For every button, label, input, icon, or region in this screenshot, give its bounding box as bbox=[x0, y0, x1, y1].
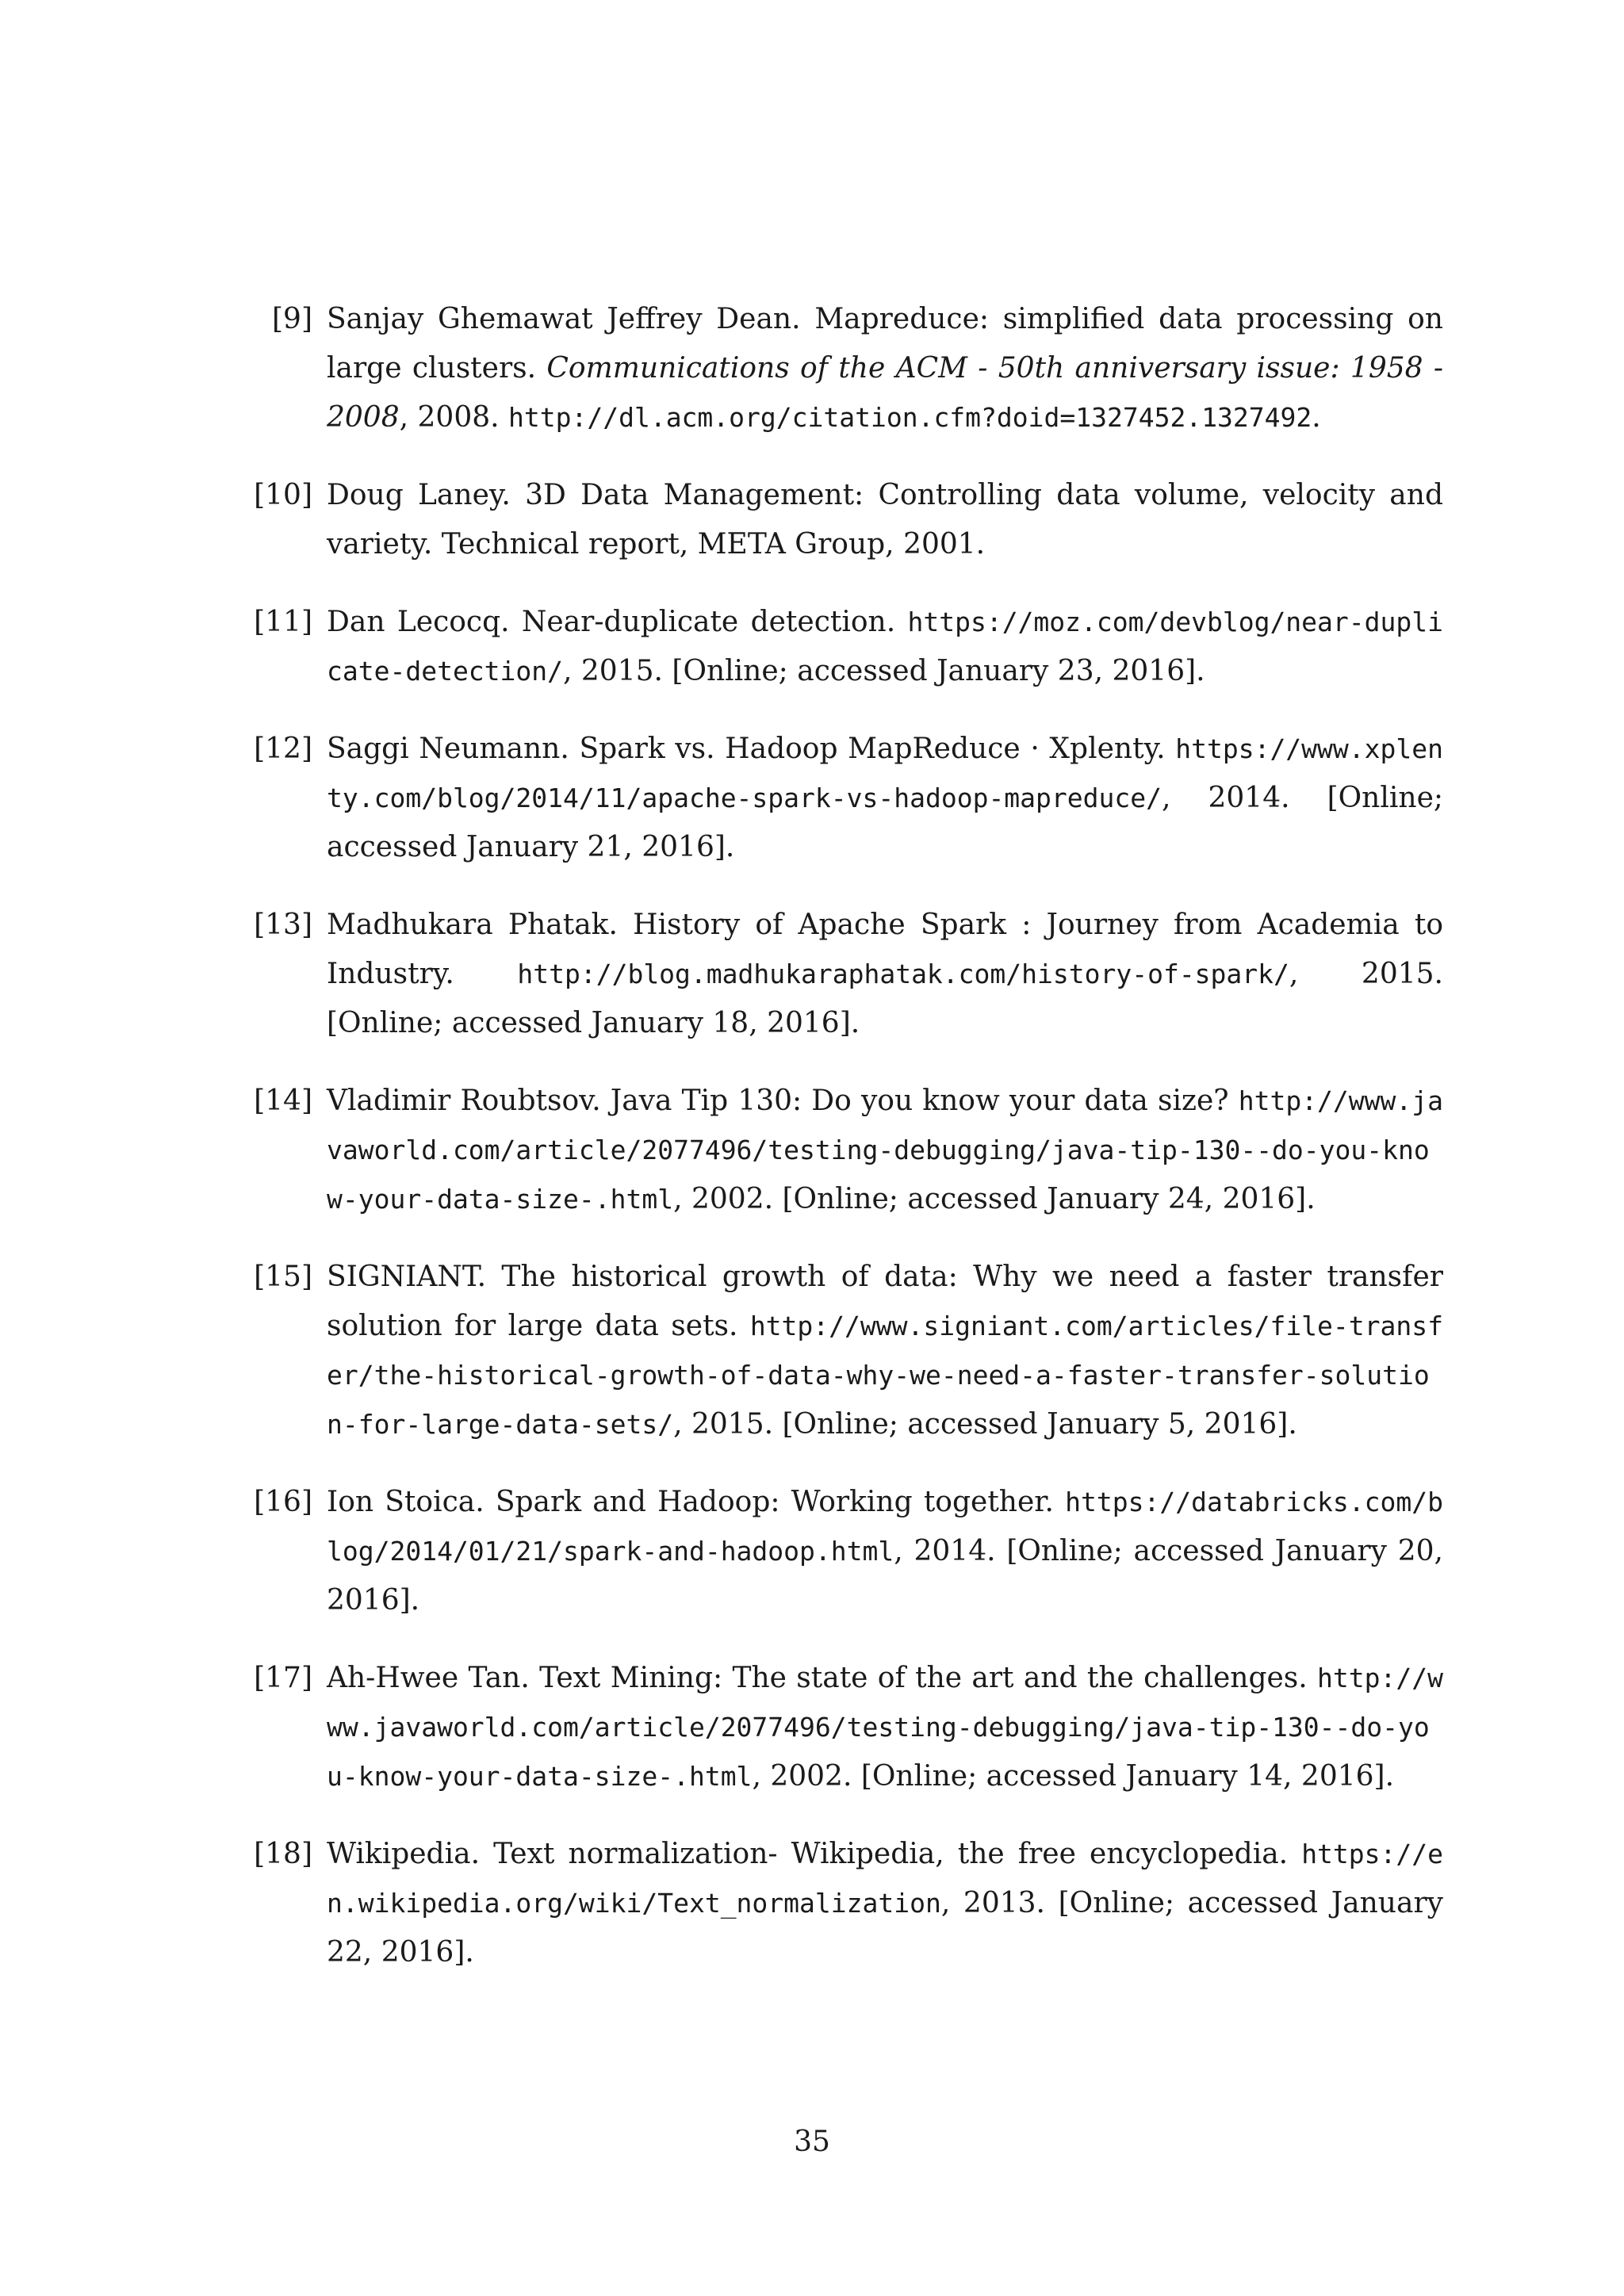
reference-label: [9] bbox=[272, 303, 312, 335]
reference-label: [13] bbox=[254, 909, 312, 941]
reference-label: [10] bbox=[254, 479, 312, 511]
reference-url[interactable]: https://databricks.com/blog/2014/01/21/spark-and-hadoop.html bbox=[327, 1487, 1443, 1567]
reference-17 bbox=[254, 1654, 1443, 1801]
page-number: 35 bbox=[794, 2126, 830, 2158]
reference-label: [16] bbox=[254, 1486, 312, 1518]
reference-12 bbox=[254, 725, 1443, 872]
reference-9 bbox=[262, 295, 1443, 442]
reference-10 bbox=[254, 471, 1443, 569]
reference-url[interactable]: https://www.xplenty.com/blog/2014/11/apache-spark-vs-hadoop-mapreduce/ bbox=[327, 733, 1443, 813]
reference-text: Dan Lecocq. Near-duplicate detection. bbox=[327, 606, 908, 638]
reference-text-after: , 2015. [Online; accessed January 5, 2016]. bbox=[673, 1408, 1297, 1441]
reference-url[interactable]: http://blog.madhukaraphatak.com/history-of-spark/ bbox=[517, 959, 1289, 989]
reference-text: Wikipedia. Text normalization- Wikipedia, the free encyclopedia. bbox=[327, 1838, 1302, 1870]
reference-url[interactable]: http://www.javaworld.com/article/2077496/testing-debugging/java-tip-130--do-you-know-your-data-size-.html bbox=[327, 1663, 1443, 1792]
reference-text: Madhukara Phatak. History of Apache Spark : Journey from Academia to Industry. bbox=[327, 909, 1443, 990]
reference-text: Ion Stoica. Spark and Hadoop: Working together. bbox=[327, 1486, 1066, 1518]
reference-url[interactable]: https://moz.com/devblog/near-duplicate-detection/ bbox=[327, 607, 1443, 687]
reference-text: Saggi Neumann. Spark vs. Hadoop MapReduce · Xplenty. bbox=[327, 733, 1176, 765]
reference-text: Vladimir Roubtsov. Java Tip 130: Do you know your data size? bbox=[327, 1085, 1239, 1117]
reference-15 bbox=[254, 1253, 1443, 1449]
reference-label: [15] bbox=[254, 1261, 312, 1293]
reference-text-after: , 2002. [Online; accessed January 14, 2016]. bbox=[752, 1760, 1395, 1793]
reference-text-after: , 2015. [Online; accessed January 23, 2016]. bbox=[563, 655, 1205, 687]
reference-11 bbox=[254, 598, 1443, 696]
reference-text-after: , 2013. [Online; accessed January 22, 2016]. bbox=[327, 1887, 1443, 1969]
reference-text-mid: , 2008. bbox=[399, 401, 509, 434]
reference-text: Doug Laney. 3D Data Management: Controlling data volume, velocity and variety. Technical report, META Group, 2001. bbox=[327, 479, 1443, 561]
reference-text: SIGNIANT. The historical growth of data: Why we need a faster transfer solution for large data sets. bbox=[327, 1261, 1443, 1342]
reference-url[interactable]: https://en.wikipedia.org/wiki/Text_normalization bbox=[327, 1839, 1443, 1919]
reference-label: [18] bbox=[254, 1838, 312, 1870]
reference-label: [12] bbox=[254, 733, 312, 765]
reference-label: [11] bbox=[254, 606, 312, 638]
reference-text: Sanjay Ghemawat Jeffrey Dean. Mapreduce: simplified data processing on large clusters. bbox=[327, 303, 1443, 385]
reference-text-after: , 2014. [Online; accessed January 21, 2016]. bbox=[327, 782, 1443, 863]
reference-text-after: . bbox=[1312, 401, 1321, 434]
reference-url[interactable]: http://dl.acm.org/citation.cfm?doid=1327452.1327492 bbox=[508, 402, 1312, 433]
bibliography-list bbox=[254, 295, 1444, 2006]
reference-text-after: , 2015. [Online; accessed January 18, 2016]. bbox=[327, 958, 1443, 1039]
reference-14 bbox=[254, 1077, 1443, 1224]
reference-text-after: , 2014. [Online; accessed January 20, 2016]. bbox=[327, 1535, 1443, 1617]
reference-url[interactable]: http://www.signiant.com/articles/file-transfer/the-historical-growth-of-data-why-we-need-a-faster-transfer-solution-for-large-data-sets/ bbox=[327, 1311, 1443, 1440]
reference-url[interactable]: http://www.javaworld.com/article/2077496/testing-debugging/java-tip-130--do-you-know-your-data-size-.html bbox=[327, 1085, 1443, 1215]
reference-16 bbox=[254, 1478, 1443, 1625]
reference-venue: Communications of the ACM - 50th anniversary issue: 1958 - 2008 bbox=[327, 352, 1444, 434]
reference-text: Ah-Hwee Tan. Text Mining: The state of the art and the challenges. bbox=[327, 1662, 1318, 1694]
reference-18 bbox=[254, 1830, 1443, 1977]
reference-label: [17] bbox=[254, 1662, 312, 1694]
reference-text-after: , 2002. [Online; accessed January 24, 2016]. bbox=[673, 1183, 1316, 1215]
reference-label: [14] bbox=[254, 1085, 312, 1117]
reference-13 bbox=[254, 901, 1443, 1048]
